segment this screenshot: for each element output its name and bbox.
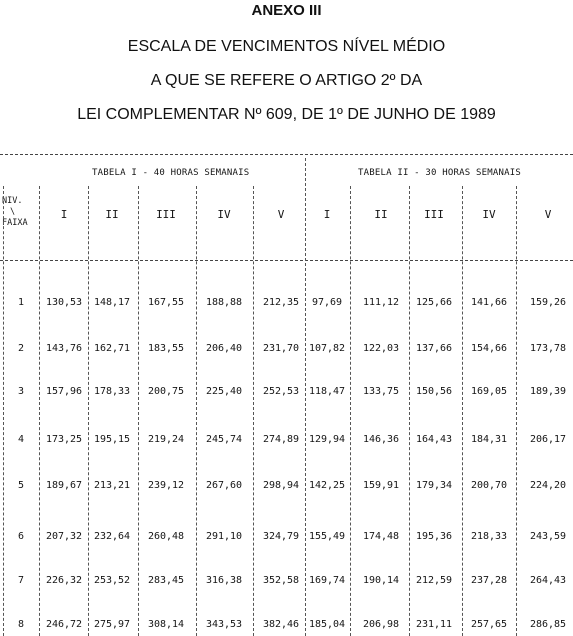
column-divider: [350, 186, 351, 636]
column-divider: [462, 186, 463, 636]
table-cell: 188,88: [205, 297, 243, 308]
column-divider: [409, 186, 410, 636]
table-cell: 219,24: [147, 434, 185, 445]
column-header: V: [277, 208, 285, 221]
column-header: IV: [482, 208, 496, 221]
table-cell: 206,17: [529, 434, 567, 445]
table-cell: 178,33: [93, 386, 131, 397]
table-cell: 218,33: [470, 531, 508, 542]
table-cell: 129,94: [308, 434, 346, 445]
nivel-header-line3: FAIXA: [2, 218, 28, 228]
column-header: II: [374, 208, 388, 221]
table-cell: 224,20: [529, 480, 567, 491]
table-cell: 206,98: [362, 619, 400, 630]
column-divider: [516, 186, 517, 636]
nivel-number: 6: [17, 531, 25, 542]
table-cell: 167,55: [147, 297, 185, 308]
table-cell: 137,66: [415, 343, 453, 354]
table-cell: 267,60: [205, 480, 243, 491]
table-cell: 291,10: [205, 531, 243, 542]
column-divider: [138, 186, 139, 636]
table-cell: 141,66: [470, 297, 508, 308]
table-cell: 169,74: [308, 575, 346, 586]
table-cell: 231,11: [415, 619, 453, 630]
table-cell: 298,94: [262, 480, 300, 491]
table-cell: 133,75: [362, 386, 400, 397]
table-cell: 213,21: [93, 480, 131, 491]
table-cell: 200,75: [147, 386, 185, 397]
column-header: I: [60, 208, 68, 221]
scale-title: ESCALA DE VENCIMENTOS NÍVEL MÉDIO: [127, 38, 446, 55]
nivel-header-line1: NIV.: [2, 196, 23, 206]
table-cell: 173,25: [45, 434, 83, 445]
table-cell: 164,43: [415, 434, 453, 445]
nivel-number: 2: [17, 343, 25, 354]
table-cell: 264,43: [529, 575, 567, 586]
table-cell: 173,78: [529, 343, 567, 354]
table-cell: 212,59: [415, 575, 453, 586]
column-header: II: [105, 208, 119, 221]
table-cell: 232,64: [93, 531, 131, 542]
table-cell: 179,34: [415, 480, 453, 491]
table-cell: 169,05: [470, 386, 508, 397]
table-cell: 237,28: [470, 575, 508, 586]
column-divider: [39, 186, 40, 636]
table-cell: 195,15: [93, 434, 131, 445]
table-cell: 231,70: [262, 343, 300, 354]
table-cell: 226,32: [45, 575, 83, 586]
table-top-rule: [0, 154, 573, 155]
table-cell: 275,97: [93, 619, 131, 630]
table-cell: 324,79: [262, 531, 300, 542]
table-cell: 183,55: [147, 343, 185, 354]
table-cell: 159,91: [362, 480, 400, 491]
table-cell: 142,25: [308, 480, 346, 491]
table-cell: 382,46: [262, 619, 300, 630]
table-cell: 286,85: [529, 619, 567, 630]
table-cell: 274,89: [262, 434, 300, 445]
table-cell: 118,47: [308, 386, 346, 397]
nivel-number: 8: [17, 619, 25, 630]
table-cell: 157,96: [45, 386, 83, 397]
table-group-divider: [305, 158, 306, 186]
table-cell: 159,26: [529, 297, 567, 308]
column-divider: [305, 158, 306, 636]
table-cell: 343,53: [205, 619, 243, 630]
column-header: V: [544, 208, 552, 221]
column-divider: [253, 186, 254, 636]
table-cell: 184,31: [470, 434, 508, 445]
table-cell: 243,59: [529, 531, 567, 542]
table-cell: 212,35: [262, 297, 300, 308]
nivel-number: 5: [17, 480, 25, 491]
table-group-40h: TABELA I - 40 HORAS SEMANAIS: [92, 168, 250, 178]
column-header: IV: [217, 208, 231, 221]
table-cell: 150,56: [415, 386, 453, 397]
annex-title: ANEXO III: [251, 2, 322, 19]
table-cell: 189,39: [529, 386, 567, 397]
table-cell: 162,71: [93, 343, 131, 354]
table-cell: 190,14: [362, 575, 400, 586]
table-cell: 316,38: [205, 575, 243, 586]
table-cell: 130,53: [45, 297, 83, 308]
table-cell: 283,45: [147, 575, 185, 586]
nivel-number: 3: [17, 386, 25, 397]
column-header: I: [323, 208, 331, 221]
table-group-30h: TABELA II - 30 HORAS SEMANAIS: [358, 168, 521, 178]
table-header-rule: [0, 260, 573, 261]
table-cell: 174,48: [362, 531, 400, 542]
table-cell: 97,69: [311, 297, 343, 308]
table-cell: 189,67: [45, 480, 83, 491]
table-cell: 154,66: [470, 343, 508, 354]
table-cell: 111,12: [362, 297, 400, 308]
table-cell: 246,72: [45, 619, 83, 630]
table-cell: 352,58: [262, 575, 300, 586]
table-cell: 257,65: [470, 619, 508, 630]
table-cell: 195,36: [415, 531, 453, 542]
law-reference: LEI COMPLEMENTAR Nº 609, DE 1º DE JUNHO DE 1989: [77, 106, 496, 123]
table-cell: 239,12: [147, 480, 185, 491]
table-cell: 125,66: [415, 297, 453, 308]
table-cell: 308,14: [147, 619, 185, 630]
column-divider: [88, 186, 89, 636]
table-cell: 122,03: [362, 343, 400, 354]
table-cell: 225,40: [205, 386, 243, 397]
table-cell: 252,53: [262, 386, 300, 397]
table-cell: 185,04: [308, 619, 346, 630]
article-reference: A QUE SE REFERE O ARTIGO 2º DA: [150, 72, 423, 89]
table-cell: 207,32: [45, 531, 83, 542]
nivel-header-line2: \: [10, 207, 16, 217]
table-cell: 200,70: [470, 480, 508, 491]
table-cell: 148,17: [93, 297, 131, 308]
table-cell: 107,82: [308, 343, 346, 354]
nivel-number: 4: [17, 434, 25, 445]
table-cell: 206,40: [205, 343, 243, 354]
column-divider: [196, 186, 197, 636]
column-divider: [3, 186, 4, 636]
table-cell: 253,52: [93, 575, 131, 586]
column-header: III: [424, 208, 444, 221]
nivel-number: 7: [17, 575, 25, 586]
table-cell: 143,76: [45, 343, 83, 354]
table-cell: 155,49: [308, 531, 346, 542]
table-cell: 260,48: [147, 531, 185, 542]
column-header: III: [156, 208, 176, 221]
table-cell: 146,36: [362, 434, 400, 445]
nivel-number: 1: [17, 297, 25, 308]
table-cell: 245,74: [205, 434, 243, 445]
